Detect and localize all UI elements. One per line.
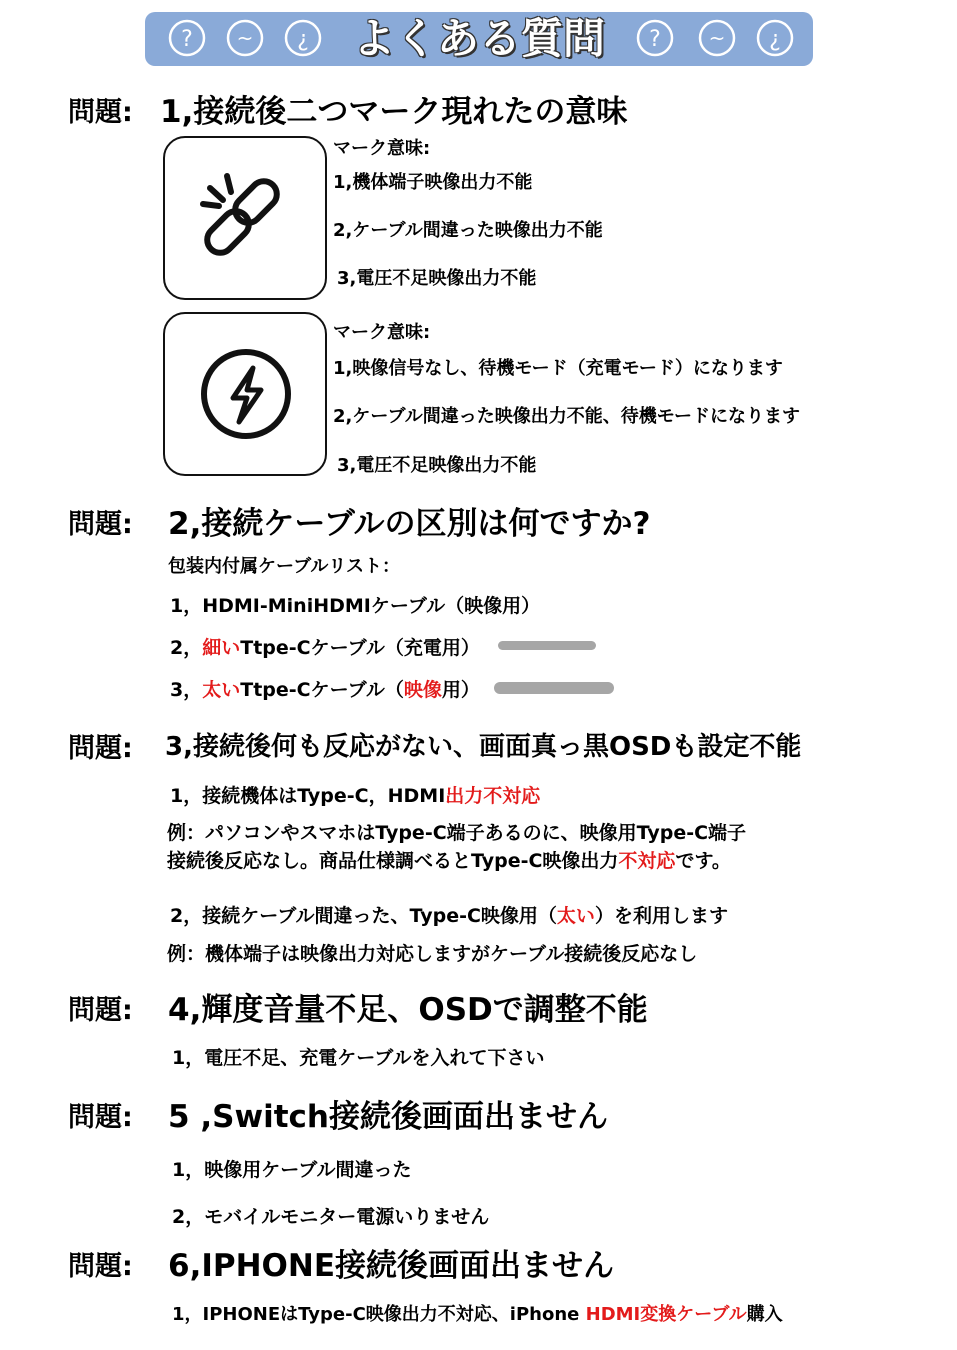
- q3-title: 3,接続後何も反応がない、画面真っ黒OSDも設定不能: [165, 732, 802, 762]
- question-label: 問題:: [68, 509, 133, 540]
- q5-item-1: 1，映像用ケーブル間違った: [172, 1159, 412, 1181]
- question-label: 問題:: [68, 1251, 133, 1282]
- q3-example-2: 例：機体端子は映像出力対応しますがケーブル接続後反応なし: [167, 943, 698, 965]
- cable-list-heading: 包装内付属ケーブルリスト：: [168, 556, 401, 577]
- question-icon: [697, 18, 737, 58]
- broken-link-box: [163, 136, 327, 300]
- q4-title: 4,輝度音量不足、OSDで調整不能: [168, 992, 648, 1028]
- svg-text:¿: ¿: [769, 27, 781, 52]
- question-icon: [167, 18, 207, 58]
- q5-item-2: 2，モバイルモニター電源いりません: [172, 1206, 490, 1228]
- q6-title: 6,IPHONE接続後画面出ません: [168, 1248, 615, 1284]
- svg-text:?: ?: [649, 27, 661, 52]
- power-bolt-icon: [165, 314, 325, 474]
- broken-link-icon: [165, 138, 325, 298]
- q1-title: 1,接続後二つマーク現れたの意味: [160, 94, 628, 130]
- mark2-line-2: 2,ケーブル間違った映像出力不能、待機モードになります: [333, 406, 801, 427]
- question-label: 問題:: [68, 995, 133, 1026]
- q3-example-1-line-1: 例：パソコンやスマホはType-C端子あるのに、映像用Type-C端子: [167, 822, 747, 844]
- q4-item-1: 1，電圧不足、充電ケーブルを入れて下さい: [172, 1047, 545, 1069]
- svg-text:~: ~: [236, 26, 254, 50]
- mark1-line-1: 1,機体端子映像出力不能: [333, 172, 533, 193]
- question-icon: [635, 18, 675, 58]
- svg-text:~: ~: [708, 26, 726, 50]
- cable-item-3: 3，太いTtpe-Cケーブル（映像用）: [170, 679, 480, 701]
- question-label: 問題:: [68, 97, 133, 128]
- thin-cable-bar: [498, 641, 596, 650]
- power-bolt-box: [163, 312, 327, 476]
- q3-item-2: 2，接続ケーブル間違った、Type-C映像用（太い）を利用します: [170, 905, 728, 927]
- thick-cable-bar: [494, 682, 614, 694]
- mark2-heading: マーク意味:: [333, 322, 431, 343]
- q6-item-1: 1，IPHONEはType-C映像出力不対応、iPhone HDMI変換ケーブル購入: [172, 1304, 783, 1325]
- page-title: よくある質問: [352, 14, 605, 63]
- cable-item-1: 1，HDMI-MiniHDMIケーブル（映像用）: [170, 595, 541, 617]
- q2-title: 2,接続ケーブルの区別は何ですか?: [168, 506, 651, 542]
- mark1-line-2: 2,ケーブル間違った映像出力不能: [333, 220, 603, 241]
- question-label: 問題:: [68, 733, 133, 764]
- mark1-heading: マーク意味:: [333, 138, 431, 159]
- mark1-line-3: 3,電圧不足映像出力不能: [337, 268, 537, 289]
- svg-text:?: ?: [181, 27, 193, 52]
- cable-item-2: 2，細いTtpe-Cケーブル（充電用）: [170, 637, 480, 659]
- question-icon: [755, 18, 795, 58]
- q3-item-1: 1，接続機体はType-C，HDMI出力不対応: [170, 785, 541, 807]
- mark2-line-3: 3,電圧不足映像出力不能: [337, 455, 537, 476]
- mark2-line-1: 1,映像信号なし、待機モード（充電モード）になります: [333, 358, 783, 379]
- q5-title: 5 ,Switch接続後画面出ません: [168, 1099, 608, 1135]
- q3-example-1-line-2: 接続後反応なし。商品仕様調べるとType-C映像出力不対応です。: [167, 850, 731, 872]
- svg-text:¿: ¿: [297, 27, 309, 52]
- question-icon: [225, 18, 265, 58]
- header-banner: [145, 12, 813, 66]
- question-label: 問題:: [68, 1102, 133, 1133]
- question-icon: [283, 18, 323, 58]
